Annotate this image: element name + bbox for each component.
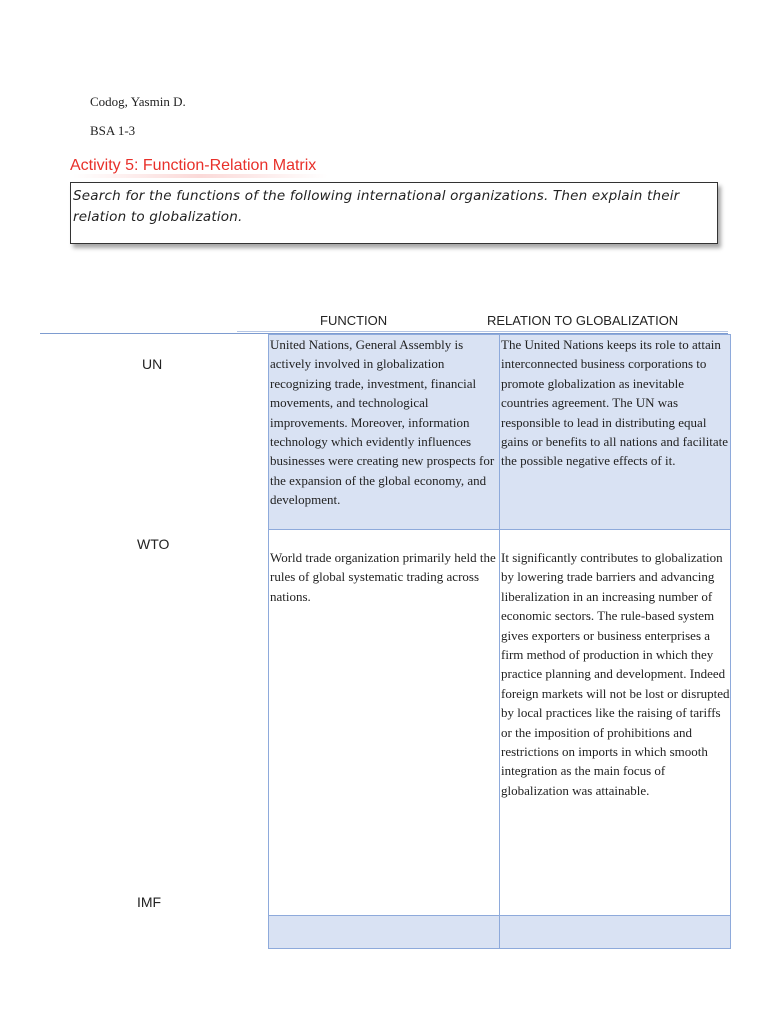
row-label-wto: WTO — [137, 536, 170, 552]
instructions-box: Search for the functions of the following international organizations. Then explain their relation to globalization. — [70, 182, 718, 244]
un-function-cell: United Nations, General Assembly is actively involved in globalization recognizing trade, investment, financial movements, and technological improvements. Moreover, information technology which evidently influences businesses were creating new prospects for the expansion of the global economy, and development. — [269, 335, 500, 530]
student-name: Codog, Yasmin D. — [90, 94, 186, 109]
row-label-un: UN — [142, 356, 163, 372]
wto-function-cell: World trade organization primarily held the rules of global systematic trading across nations. — [269, 530, 500, 916]
table-row — [269, 530, 731, 916]
column-header-relation: RELATION TO GLOBALIZATION — [487, 313, 679, 328]
row-label-imf: IMF — [137, 894, 162, 910]
wto-relation-cell: It significantly contributes to globalization by lowering trade barriers and advancing liberalization in an increasing number of economic sectors. The rule-based system gives exporters or business enterprises a firm method of production in which they practice planning and development. Indeed foreign markets will not be lost or disrupted by local practices like the raising of tariffs or the imposition of prohibitions and restrictions on imports in which smooth integration as the main focus of globalization was attainable. — [500, 530, 731, 916]
un-relation-cell: The United Nations keeps its role to attain interconnected business corporations to promote globalization as inevitable countries agreement. The UN was responsible to lead in distributing equal gains or benefits to all nations and facilitate the possible negative effects of it. — [500, 335, 731, 530]
table-row — [269, 916, 731, 949]
student-section: BSA 1-3 — [90, 123, 136, 138]
imf-function-cell — [269, 916, 500, 949]
function-relation-matrix — [268, 334, 731, 949]
table-row — [269, 335, 731, 530]
column-header-function: FUNCTION — [320, 313, 388, 328]
imf-relation-cell — [500, 916, 731, 949]
activity-title: Activity 5: Function-Relation Matrix — [70, 157, 317, 174]
header-divider-secondary — [237, 331, 728, 332]
